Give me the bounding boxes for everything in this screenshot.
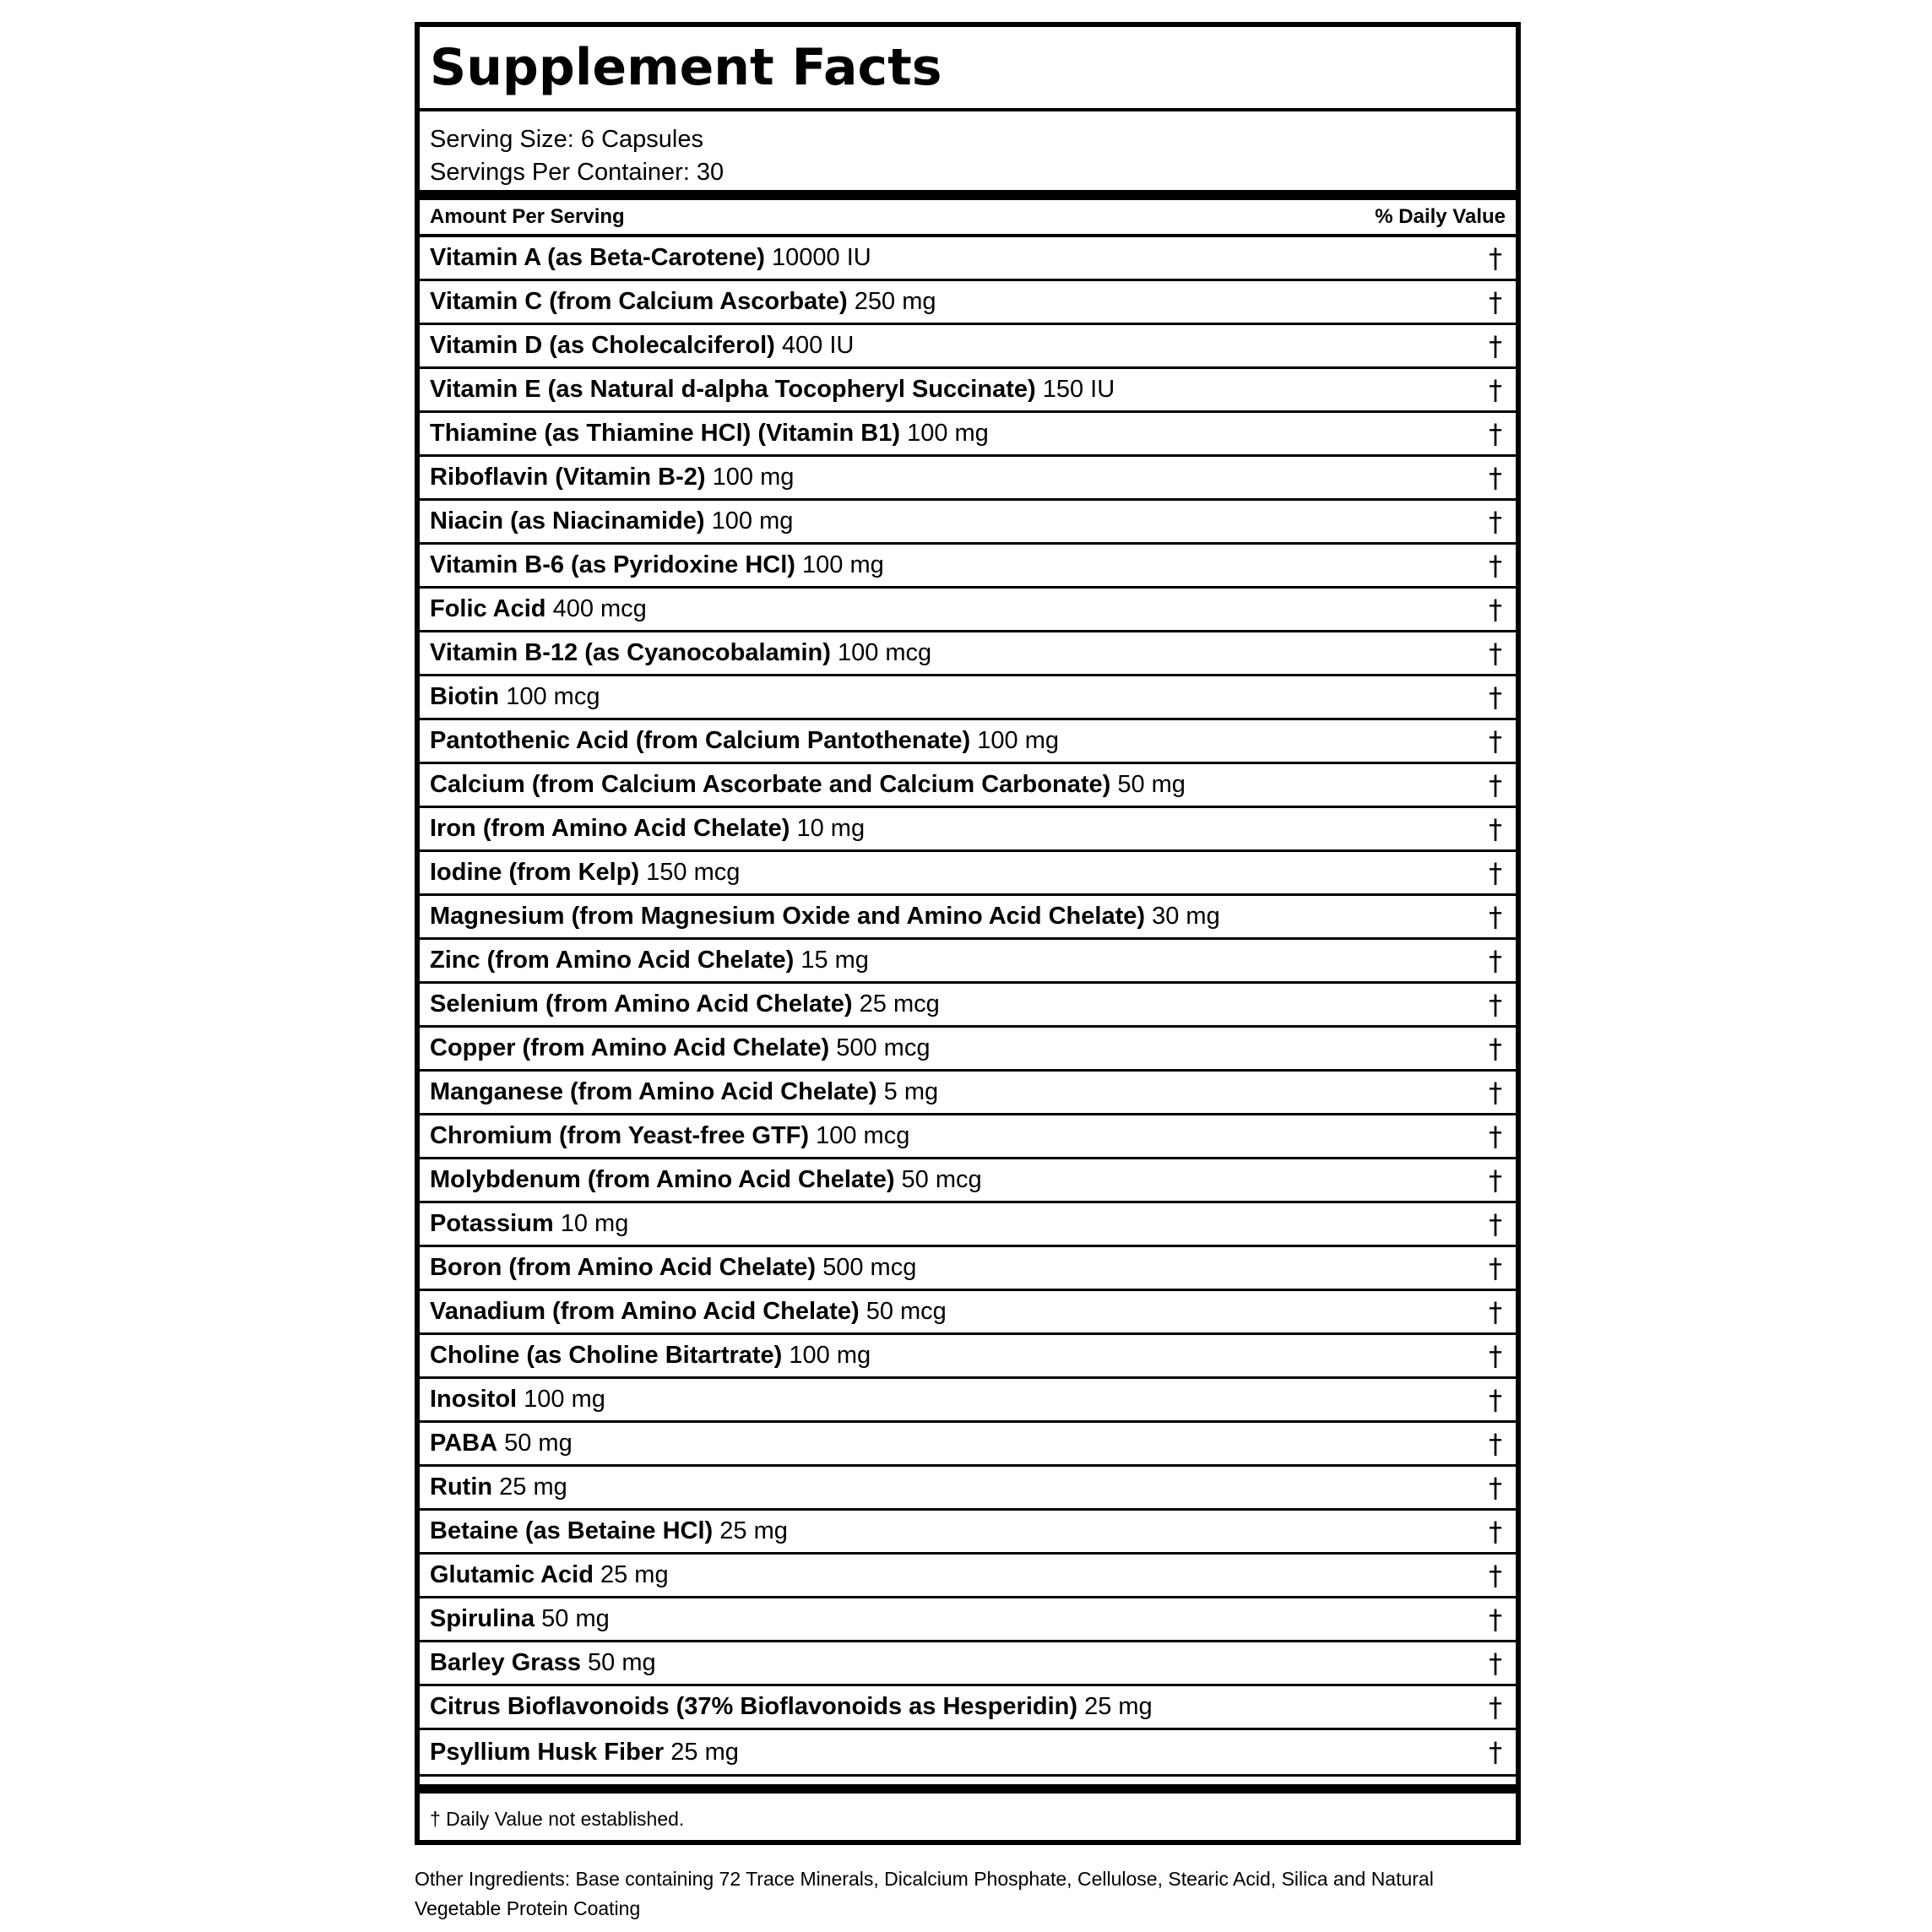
ingredient-name: Spirulina	[430, 1605, 535, 1632]
ingredient-text	[430, 1122, 909, 1150]
ingredient-name: Folic Acid	[430, 595, 546, 622]
ingredient-row	[420, 1335, 1516, 1379]
ingredient-amount: 150 mcg	[646, 859, 741, 886]
ingredient-amount: 400 IU	[781, 332, 855, 359]
ingredient-amount: 25 mcg	[859, 990, 940, 1018]
ingredient-text	[430, 1605, 610, 1633]
ingredient-name: Rutin	[430, 1473, 493, 1501]
daily-value-dagger: †	[1489, 1515, 1502, 1548]
ingredient-amount: 10 mg	[560, 1210, 629, 1237]
ingredient-name: Vitamin B-12 (as Cyanocobalamin)	[430, 639, 831, 666]
ingredient-name: Barley Grass	[430, 1649, 581, 1676]
ingredient-row	[420, 1247, 1516, 1291]
ingredient-text	[430, 1561, 669, 1589]
daily-value-dagger: †	[1489, 329, 1502, 362]
daily-value-dagger: †	[1489, 505, 1502, 538]
ingredient-row	[420, 1072, 1516, 1115]
ingredient-row	[420, 325, 1516, 369]
daily-value-dagger: †	[1489, 417, 1502, 450]
ingredient-row	[420, 1379, 1516, 1423]
daily-value-dagger: †	[1489, 593, 1502, 626]
ingredient-row	[420, 940, 1516, 984]
serving-size: Serving Size: 6 Capsules	[430, 126, 703, 153]
ingredient-text	[430, 464, 794, 491]
ingredient-amount: 150 IU	[1042, 376, 1115, 403]
ingredient-row	[420, 808, 1516, 852]
ingredient-amount: 250 mg	[854, 288, 936, 315]
ingredient-amount: 10000 IU	[772, 244, 871, 271]
ingredient-row	[420, 1511, 1516, 1555]
ingredient-amount: 25 mg	[600, 1561, 669, 1588]
ingredient-amount: 50 mg	[588, 1649, 656, 1676]
ingredient-amount: 100 mg	[789, 1342, 871, 1369]
ingredient-row	[420, 984, 1516, 1028]
ingredient-text	[430, 727, 1059, 755]
daily-value-dagger: †	[1489, 285, 1502, 318]
daily-value-dagger: †	[1489, 681, 1502, 714]
ingredient-text	[430, 332, 854, 360]
ingredient-text	[430, 507, 793, 535]
ingredient-row	[420, 852, 1516, 896]
daily-value-dagger: †	[1489, 1559, 1502, 1592]
ingredient-name: Vitamin D (as Cholecalciferol)	[430, 332, 775, 359]
ingredient-text	[430, 947, 869, 974]
servings-per-container: Servings Per Container: 30	[430, 159, 724, 186]
ingredient-row	[420, 501, 1516, 545]
daily-value-dagger: †	[1489, 461, 1502, 494]
ingredient-name: Zinc (from Amino Acid Chelate)	[430, 947, 795, 974]
ingredient-row	[420, 1291, 1516, 1335]
ingredient-amount: 100 mg	[524, 1386, 605, 1413]
ingredient-name: Biotin	[430, 683, 500, 710]
ingredient-text	[430, 639, 931, 667]
ingredient-text	[430, 771, 1186, 799]
daily-value-dagger: †	[1489, 637, 1502, 670]
ingredient-row	[420, 896, 1516, 940]
ingredient-amount: 100 mg	[977, 727, 1060, 754]
daily-value-dagger: †	[1489, 900, 1502, 933]
daily-value-dagger: †	[1489, 1736, 1502, 1768]
daily-value-dagger: †	[1489, 1690, 1502, 1723]
amount-per-serving-header: Amount Per Serving	[430, 205, 625, 228]
ingredient-amount: 500 mcg	[822, 1254, 917, 1281]
ingredient-amount: 10 mg	[796, 815, 866, 842]
ingredient-text	[430, 1254, 916, 1282]
daily-value-dagger: †	[1489, 768, 1502, 801]
ingredient-name: Vitamin E (as Natural d-alpha Tocopheryl Succinate)	[430, 376, 1036, 403]
ingredient-amount: 100 mg	[907, 420, 989, 447]
ingredient-row	[420, 764, 1516, 808]
ingredient-text	[430, 1342, 871, 1370]
ingredient-name: Calcium (from Calcium Ascorbate and Calcium Carbonate)	[430, 771, 1111, 798]
ingredient-text	[430, 420, 989, 448]
ingredient-row	[420, 632, 1516, 676]
ingredient-name: Pantothenic Acid (from Calcium Pantothenate)	[430, 727, 971, 754]
ingredient-name: Riboflavin (Vitamin B-2)	[430, 464, 706, 491]
ingredient-name: Inositol	[430, 1386, 518, 1413]
ingredient-name: Magnesium (from Magnesium Oxide and Amino Acid Chelate)	[430, 903, 1146, 930]
ingredient-list	[420, 237, 1516, 1774]
ingredient-text	[430, 1386, 605, 1414]
ingredient-name: Vitamin B-6 (as Pyridoxine HCl)	[430, 551, 795, 578]
ingredient-name: Boron (from Amino Acid Chelate)	[430, 1254, 817, 1281]
ingredient-text	[430, 815, 865, 843]
ingredient-amount: 30 mg	[1152, 903, 1220, 930]
ingredient-text	[430, 1166, 982, 1194]
ingredient-row	[420, 237, 1516, 281]
ingredient-amount: 50 mcg	[901, 1166, 982, 1193]
other-ingredients: Other Ingredients: Base containing 72 Trace Minerals, Dicalcium Phosphate, Cellulose, Stearic Acid, Silica and Natural Vegetable Protein Coating	[415, 1868, 1434, 1919]
daily-value-dagger: †	[1489, 944, 1502, 977]
ingredient-name: Molybdenum (from Amino Acid Chelate)	[430, 1166, 895, 1193]
daily-value-dagger: †	[1489, 1339, 1502, 1372]
ingredient-amount: 25 mg	[1084, 1693, 1153, 1720]
ingredient-row	[420, 1423, 1516, 1467]
ingredient-name: Copper (from Amino Acid Chelate)	[430, 1034, 830, 1061]
ingredient-name: Vitamin C (from Calcium Ascorbate)	[430, 288, 848, 315]
ingredient-row	[420, 1467, 1516, 1511]
daily-value-dagger: †	[1489, 549, 1502, 582]
ingredient-text	[430, 288, 936, 316]
ingredient-row	[420, 1555, 1516, 1598]
ingredient-name: Vitamin A (as Beta-Carotene)	[430, 244, 765, 271]
supplement-facts-panel	[415, 22, 1521, 1845]
daily-value-dagger: †	[1489, 1251, 1502, 1284]
ingredient-name: Selenium (from Amino Acid Chelate)	[430, 990, 853, 1018]
ingredient-name: Chromium (from Yeast-free GTF)	[430, 1122, 810, 1149]
ingredient-name: Thiamine (as Thiamine HCl) (Vitamin B1)	[430, 420, 901, 447]
daily-value-dagger: †	[1489, 856, 1502, 889]
ingredient-text	[430, 1298, 947, 1326]
footnote: † Daily Value not established.	[430, 1808, 685, 1830]
ingredient-name: Betaine (as Betaine HCl)	[430, 1517, 714, 1544]
ingredient-row	[420, 1115, 1516, 1159]
ingredient-text	[430, 551, 884, 579]
ingredient-amount: 25 mg	[719, 1517, 788, 1544]
ingredient-text	[430, 376, 1115, 404]
ingredient-text	[430, 1739, 739, 1766]
daily-value-dagger: †	[1489, 242, 1502, 274]
ingredient-text	[430, 1649, 656, 1677]
ingredient-row	[420, 1730, 1516, 1774]
daily-value-dagger: †	[1489, 1603, 1502, 1636]
daily-value-dagger: †	[1489, 1032, 1502, 1065]
ingredient-text	[430, 903, 1220, 931]
ingredient-row	[420, 1159, 1516, 1203]
ingredient-amount: 100 mcg	[506, 683, 600, 710]
serving-info	[420, 111, 1516, 190]
ingredient-text	[430, 1210, 628, 1238]
ingredient-name: PABA	[430, 1430, 498, 1457]
bottom-divider	[420, 1774, 1516, 1796]
ingredient-row	[420, 676, 1516, 720]
ingredient-row	[420, 589, 1516, 632]
ingredient-name: Psyllium Husk Fiber	[430, 1738, 665, 1766]
ingredient-name: Citrus Bioflavonoids (37% Bioflavonoids as Hesperidin)	[430, 1693, 1078, 1720]
ingredient-row	[420, 545, 1516, 589]
ingredient-text	[430, 1430, 573, 1457]
ingredient-amount: 25 mg	[670, 1738, 739, 1766]
daily-value-dagger: †	[1489, 1427, 1502, 1460]
ingredient-amount: 100 mg	[711, 507, 794, 535]
ingredient-amount: 100 mcg	[837, 639, 932, 666]
ingredient-name: Vanadium (from Amino Acid Chelate)	[430, 1298, 860, 1325]
daily-value-dagger: †	[1489, 988, 1502, 1021]
ingredient-text	[430, 1693, 1153, 1721]
ingredient-amount: 50 mcg	[866, 1298, 947, 1325]
ingredient-name: Choline (as Choline Bitartrate)	[430, 1342, 783, 1369]
ingredient-row	[420, 1598, 1516, 1642]
ingredient-amount: 50 mg	[541, 1605, 610, 1632]
ingredient-amount: 100 mg	[802, 551, 884, 578]
ingredient-row	[420, 1642, 1516, 1686]
ingredient-row	[420, 281, 1516, 325]
daily-value-dagger: †	[1489, 1647, 1502, 1680]
daily-value-dagger: †	[1489, 812, 1502, 845]
ingredient-text	[430, 1517, 788, 1545]
daily-value-dagger: †	[1489, 1164, 1502, 1197]
daily-value-dagger: †	[1489, 724, 1502, 757]
panel-title: Supplement Facts	[430, 38, 942, 97]
ingredient-name: Glutamic Acid	[430, 1561, 594, 1588]
title-block	[420, 27, 1516, 111]
daily-value-dagger: †	[1489, 1076, 1502, 1109]
ingredient-text	[430, 1078, 938, 1106]
daily-value-dagger: †	[1489, 1383, 1502, 1416]
ingredient-text	[430, 1473, 567, 1501]
ingredient-amount: 400 mcg	[552, 595, 647, 622]
thick-divider	[420, 190, 1516, 200]
ingredient-row	[420, 413, 1516, 457]
ingredient-name: Potassium	[430, 1210, 554, 1237]
ingredient-amount: 25 mg	[499, 1473, 567, 1501]
ingredient-row	[420, 1686, 1516, 1730]
ingredient-name: Iron (from Amino Acid Chelate)	[430, 815, 790, 842]
ingredient-text	[430, 1034, 930, 1062]
ingredient-amount: 15 mg	[800, 947, 869, 974]
ingredient-name: Iodine (from Kelp)	[430, 859, 640, 886]
ingredient-name: Niacin (as Niacinamide)	[430, 507, 705, 535]
ingredient-row	[420, 720, 1516, 764]
ingredient-row	[420, 1028, 1516, 1072]
daily-value-dagger: †	[1489, 1120, 1502, 1153]
daily-value-dagger: †	[1489, 1471, 1502, 1504]
ingredient-text	[430, 683, 600, 711]
daily-value-dagger: †	[1489, 373, 1502, 406]
ingredient-text	[430, 595, 647, 623]
ingredient-text	[430, 990, 940, 1018]
ingredient-amount: 100 mg	[712, 464, 795, 491]
ingredient-amount: 5 mg	[883, 1078, 939, 1105]
ingredient-amount: 500 mcg	[836, 1034, 931, 1061]
ingredient-row	[420, 457, 1516, 501]
ingredient-text	[430, 859, 740, 887]
daily-value-header: % Daily Value	[1375, 205, 1506, 228]
ingredient-name: Manganese (from Amino Acid Chelate)	[430, 1078, 877, 1105]
ingredient-text	[430, 244, 871, 272]
ingredient-row	[420, 1203, 1516, 1247]
daily-value-dagger: †	[1489, 1208, 1502, 1240]
column-header-row	[420, 200, 1516, 237]
ingredient-amount: 50 mg	[504, 1430, 573, 1457]
daily-value-dagger: †	[1489, 1295, 1502, 1328]
ingredient-amount: 100 mcg	[816, 1122, 910, 1149]
ingredient-row	[420, 369, 1516, 413]
ingredient-amount: 50 mg	[1117, 771, 1186, 798]
